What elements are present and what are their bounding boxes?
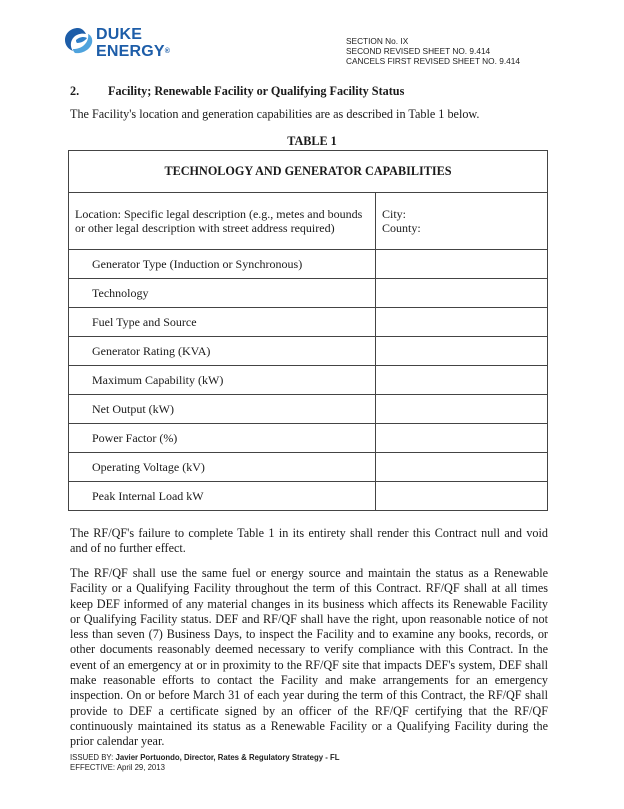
table-row [69, 453, 548, 482]
page-footer [70, 753, 340, 772]
issued-by-value: Javier Portuondo, Director, Rates & Regulatory Strategy - FL [115, 753, 340, 762]
table-row [69, 308, 548, 337]
section-number: SECTION No. IX [346, 36, 409, 46]
capabilities-table [68, 150, 548, 511]
technology-value-cell[interactable] [376, 279, 548, 308]
row-label: Net Output (kW) [69, 395, 376, 424]
row-label: Power Factor (%) [69, 424, 376, 453]
table-row [69, 279, 548, 308]
generator-rating-value-cell[interactable] [376, 337, 548, 366]
row-label: Peak Internal Load kW [69, 482, 376, 511]
section-heading-title: Facility; Renewable Facility or Qualifying Facility Status [108, 84, 405, 98]
paragraph-status-clause: The RF/QF shall use the same fuel or energy source and maintain the status as a Renewable Facility or a Qualifying Facility throughout the term of this Contract. RF/QF shall at all times keep DEF informed of any material changes in its business which affects its Renewable Facility or Qualifying Facility status. DEF and RF/QF shall have the right, upon reasonable notice of not less than seven (7) Business Days, to inspect the Facility and to examine any books, records, or other documents reasonably deemed necessary to verify compliance with this Contract. In the event of an emergency at or in proximity to the RF/QF site that impacts DEF's system, DEF shall make reasonable efforts to contact the Facility and make arrangements for an emergency inspection. On or before March 31 of each year during the term of this Contract, the RF/QF shall provide to DEF a certificate signed by an officer of the RF/QF certifying that the RF/QF continuously maintained its status as a Renewable Facility or a Qualifying Facility during the prior calendar year. [70, 566, 548, 749]
cancels-sheet: CANCELS FIRST REVISED SHEET NO. 9.414 [346, 56, 520, 66]
city-label: City: [382, 207, 407, 221]
row-label: Maximum Capability (kW) [69, 366, 376, 395]
row-label: Fuel Type and Source [69, 308, 376, 337]
logo-line1: DUKE [96, 26, 143, 43]
issued-by-label: ISSUED BY: [70, 753, 114, 762]
sheet-number: SECOND REVISED SHEET NO. 9.414 [346, 46, 491, 56]
intro-sentence: The Facility's location and generation capabilities are as described in Table 1 below. [70, 107, 480, 121]
table-row [69, 395, 548, 424]
table-row [69, 366, 548, 395]
table-row [69, 424, 548, 453]
paragraph-failure-clause: The RF/QF's failure to complete Table 1 in its entirety shall render this Contract null and void and of no further effect. [70, 526, 548, 556]
table-caption: TABLE 1 [287, 134, 337, 148]
fuel-type-value-cell[interactable] [376, 308, 548, 337]
generator-type-value-cell[interactable] [376, 250, 548, 279]
row-label: Technology [69, 279, 376, 308]
logo-line2: ENERGY [96, 43, 165, 60]
sheet-header [346, 36, 520, 66]
operating-voltage-value-cell[interactable] [376, 453, 548, 482]
logo-registered-mark: ® [164, 48, 171, 55]
row-label: Operating Voltage (kV) [69, 453, 376, 482]
section-heading [70, 84, 404, 99]
row-label: Generator Rating (KVA) [69, 337, 376, 366]
county-label: County: [382, 221, 421, 235]
table-row [69, 250, 548, 279]
duke-energy-logo [62, 24, 182, 64]
location-label: Location: Specific legal description (e.g., metes and bounds or other legal description with street address required) [69, 193, 376, 250]
effective-date: April 29, 2013 [116, 762, 165, 772]
table-row [69, 337, 548, 366]
table-row [69, 482, 548, 511]
effective-label: EFFECTIVE: [70, 762, 116, 772]
power-factor-value-cell[interactable] [376, 424, 548, 453]
duke-energy-swirl-icon [62, 26, 96, 56]
table-heading: TECHNOLOGY AND GENERATOR CAPABILITIES [69, 151, 548, 193]
city-county-cell[interactable] [376, 193, 548, 250]
maximum-capability-value-cell[interactable] [376, 366, 548, 395]
section-heading-number: 2. [70, 84, 80, 98]
row-label: Generator Type (Induction or Synchronous) [69, 250, 376, 279]
net-output-value-cell[interactable] [376, 395, 548, 424]
peak-internal-load-value-cell[interactable] [376, 482, 548, 511]
